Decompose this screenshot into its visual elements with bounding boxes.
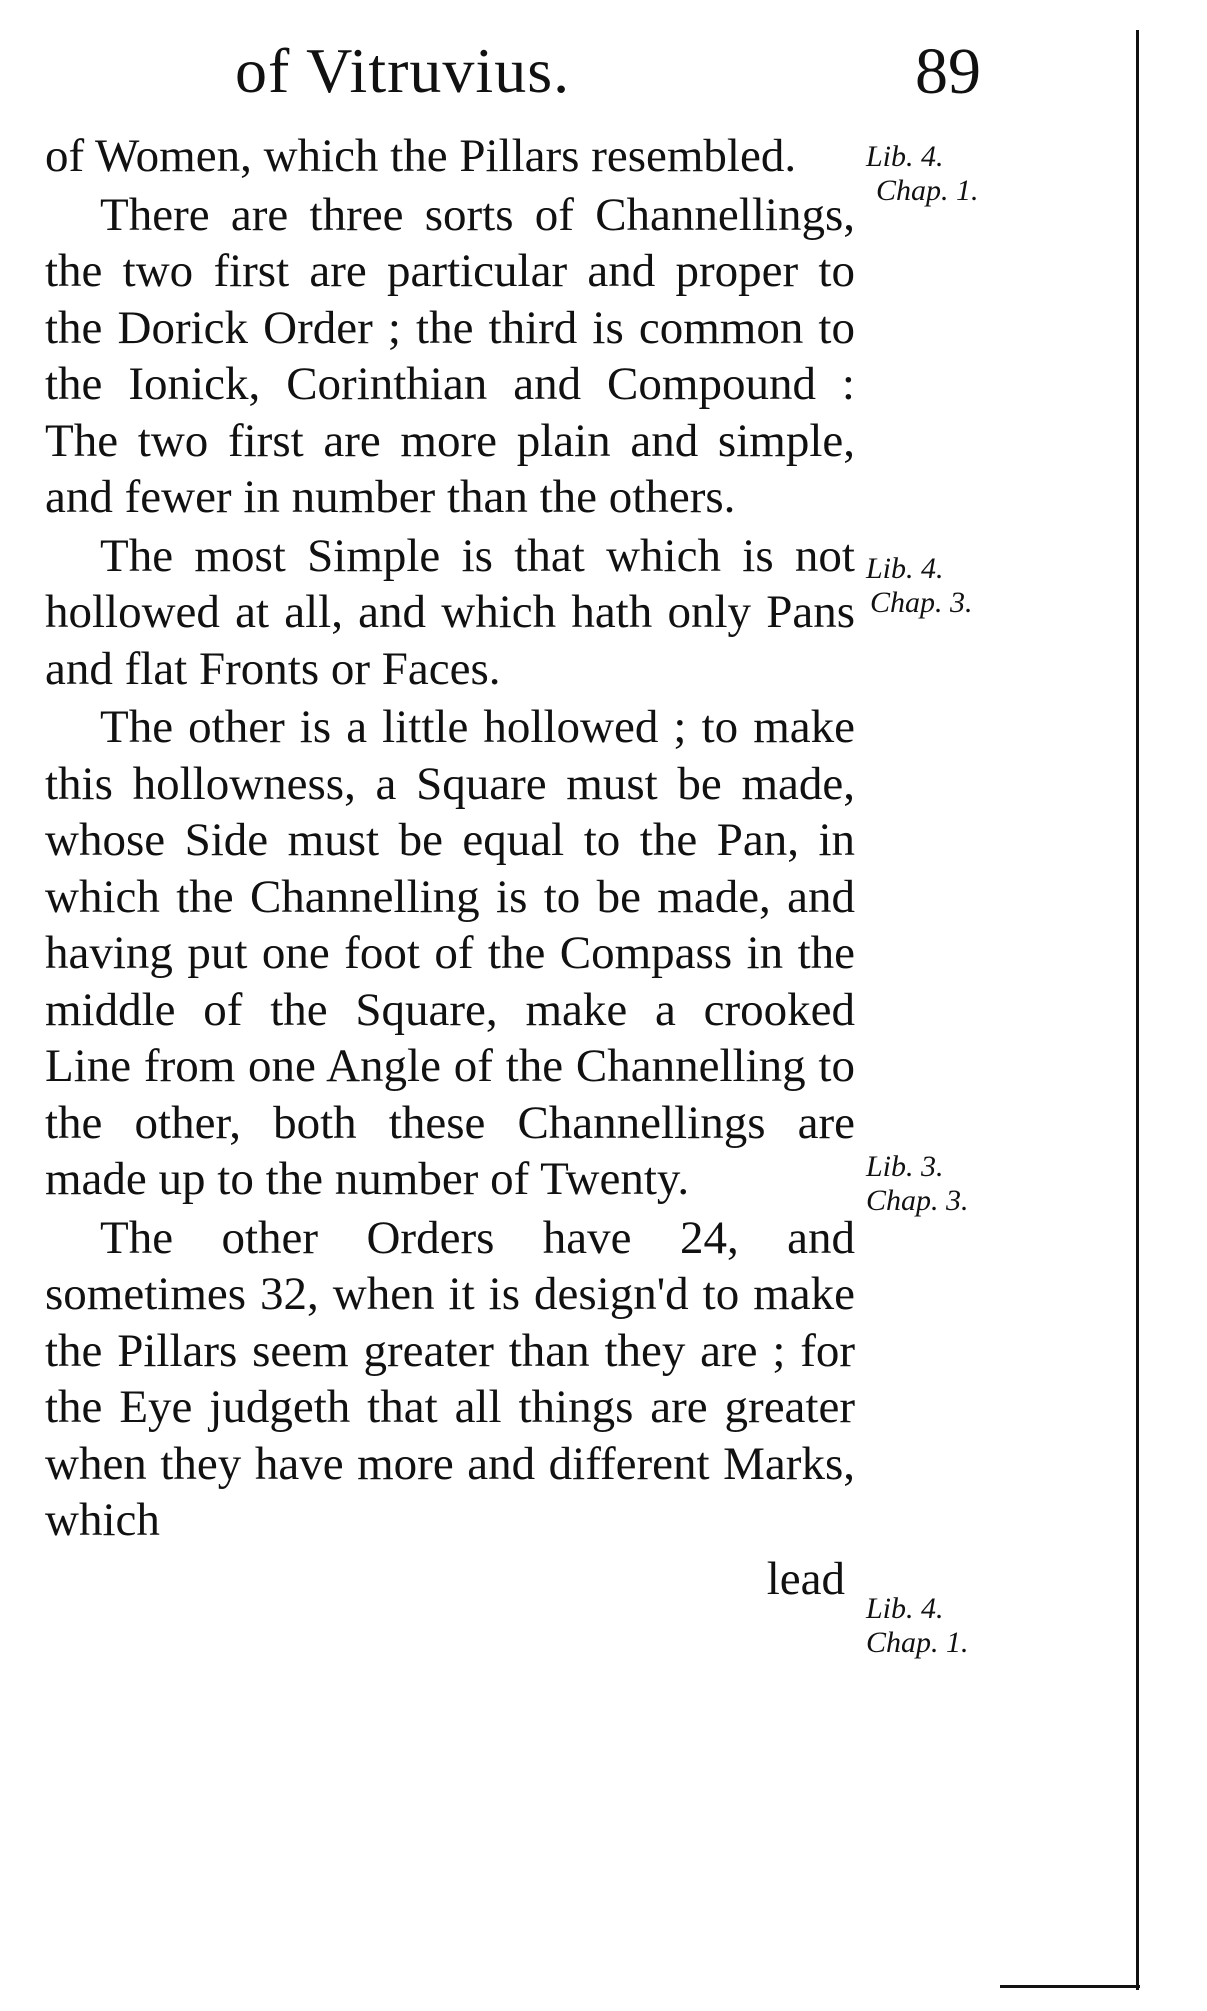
margin-note-3-chap: Chap. 3. [866,1184,969,1217]
margin-note-1 [866,140,1006,208]
margin-note-2-lib: Lib. 4. [866,552,944,585]
paragraph-2: There are three sorts of Channellings, the two first are particular and proper to the Dorick Order ; the third is common to the Ionick, Corinthian and Compound : The two first are more plain and simple, and fewer in number than the others. [45,188,855,523]
paragraph-1: of Women, which the Pillars resembled. [45,130,797,182]
margin-note-2-chap: Chap. 3. [870,586,973,619]
margin-note-3 [866,1150,1006,1218]
paragraph-5: The other Orders have 24, and sometimes 32, when it is design'd to make the Pillars seem greater than they are ; for the Eye judgeth that all things are greater when they have more and different Marks, which [45,1211,855,1546]
running-title: of Vitruvius. [235,35,571,106]
paragraph-4: The other is a little hollowed ; to make this hollowness, a Square must be made, whose Side must be equal to the Pan, in which the Channelling is to be made, and having put one foot of the Compass in the middle of the Square, make a crooked Line from one Angle of the Channelling to the other, both these Channellings are made up to the number of Twenty. [45,701,855,1205]
page-edge-right [1136,30,1139,1990]
page-edge-bottom [1000,1985,1140,1988]
page-header [0,28,1207,118]
margin-note-1-chap: Chap. 1. [876,174,979,207]
margin-note-4 [866,1592,1006,1660]
margin-note-3-lib: Lib. 3. [866,1150,944,1183]
margin-note-2 [866,552,1006,620]
margin-note-4-chap: Chap. 1. [866,1626,969,1659]
margin-note-4-lib: Lib. 4. [866,1592,944,1625]
catchword: lead [766,1552,845,1605]
paragraph-3: The most Simple is that which is not hollowed at all, and which hath only Pans and flat Fronts or Faces. [45,529,855,695]
page-number: 89 [915,35,981,108]
body-text [45,128,855,1609]
margin-note-1-lib: Lib. 4. [866,140,944,173]
